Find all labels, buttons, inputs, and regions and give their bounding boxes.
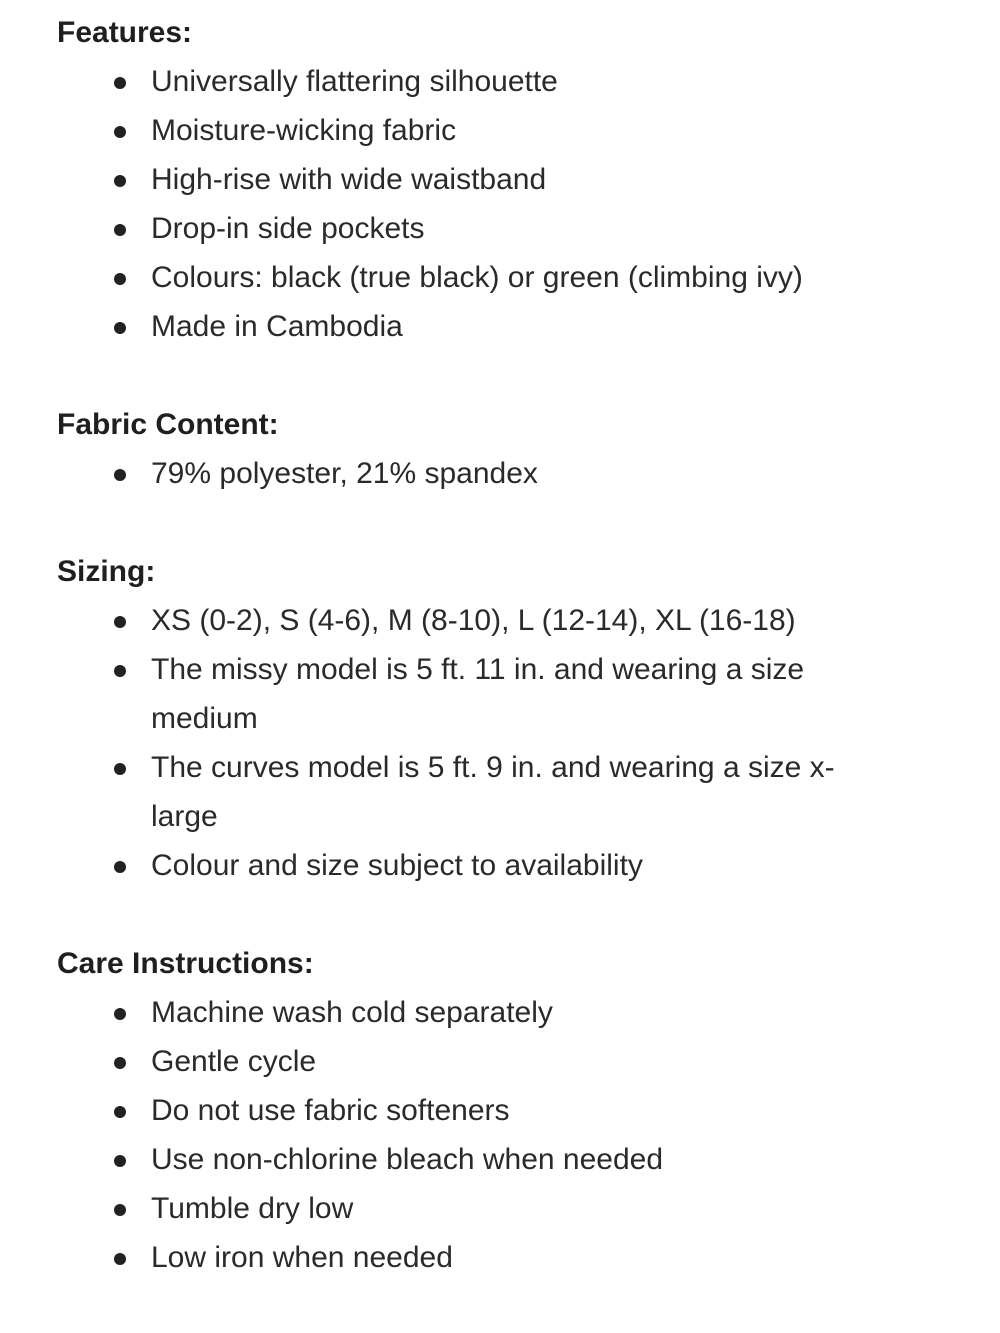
fabric-content-section <box>57 400 1000 498</box>
bullet-icon <box>114 1057 126 1069</box>
list-item <box>57 204 877 253</box>
list-item-text: 79% polyester, 21% spandex <box>151 457 538 490</box>
list-item <box>57 1135 877 1184</box>
list-item <box>57 1086 877 1135</box>
list-item-text: Universally flattering silhouette <box>151 65 558 98</box>
list-item-text: The missy model is 5 ft. 11 in. and wearing a size medium <box>151 653 805 735</box>
list-item-text: Colours: black (true black) or green (climbing ivy) <box>151 261 803 294</box>
list-item-text: Gentle cycle <box>151 1045 317 1078</box>
bullet-icon <box>114 1204 126 1216</box>
list-item-text: The curves model is 5 ft. 9 in. and wearing a size x-large <box>151 751 835 833</box>
bullet-icon <box>114 1106 126 1118</box>
list-item <box>57 155 877 204</box>
list-item-text: Tumble dry low <box>151 1192 354 1225</box>
list-item <box>57 106 877 155</box>
sizing-heading: Sizing: <box>57 555 156 588</box>
list-item <box>57 1233 877 1282</box>
list-item-text: High-rise with wide waistband <box>151 163 547 196</box>
fabric-content-heading: Fabric Content: <box>57 408 279 441</box>
bullet-icon <box>114 224 126 236</box>
sizing-section <box>57 547 1000 890</box>
list-item <box>57 645 877 743</box>
bullet-icon <box>114 665 126 677</box>
bullet-icon <box>114 77 126 89</box>
bullet-icon <box>114 1155 126 1167</box>
bullet-icon <box>114 763 126 775</box>
bullet-icon <box>114 861 126 873</box>
sizing-list <box>57 596 1000 890</box>
list-item-text: Low iron when needed <box>151 1241 453 1274</box>
features-section <box>57 8 1000 351</box>
list-item-text: Moisture-wicking fabric <box>151 114 457 147</box>
list-item <box>57 1037 877 1086</box>
list-item <box>57 988 877 1037</box>
bullet-icon <box>114 273 126 285</box>
list-item <box>57 596 877 645</box>
list-item <box>57 302 877 351</box>
list-item <box>57 449 877 498</box>
list-item <box>57 841 877 890</box>
care-instructions-list <box>57 988 1000 1282</box>
bullet-icon <box>114 616 126 628</box>
bullet-icon <box>114 175 126 187</box>
bullet-icon <box>114 126 126 138</box>
list-item-text: Drop-in side pockets <box>151 212 425 245</box>
bullet-icon <box>114 1253 126 1265</box>
fabric-content-list <box>57 449 1000 498</box>
list-item <box>57 743 877 841</box>
list-item-text: XS (0-2), S (4-6), M (8-10), L (12-14), XL (16-18) <box>151 604 796 637</box>
list-item <box>57 57 877 106</box>
list-item-text: Machine wash cold separately <box>151 996 553 1029</box>
features-list <box>57 57 1000 351</box>
list-item-text: Do not use fabric softeners <box>151 1094 510 1127</box>
list-item-text: Use non-chlorine bleach when needed <box>151 1143 664 1176</box>
care-instructions-heading: Care Instructions: <box>57 947 314 980</box>
list-item-text: Made in Cambodia <box>151 310 403 343</box>
care-instructions-section <box>57 939 1000 1282</box>
list-item-text: Colour and size subject to availability <box>151 849 643 882</box>
bullet-icon <box>114 1008 126 1020</box>
features-heading: Features: <box>57 16 193 49</box>
list-item <box>57 1184 877 1233</box>
list-item <box>57 253 957 302</box>
bullet-icon <box>114 322 126 334</box>
bullet-icon <box>114 469 126 481</box>
